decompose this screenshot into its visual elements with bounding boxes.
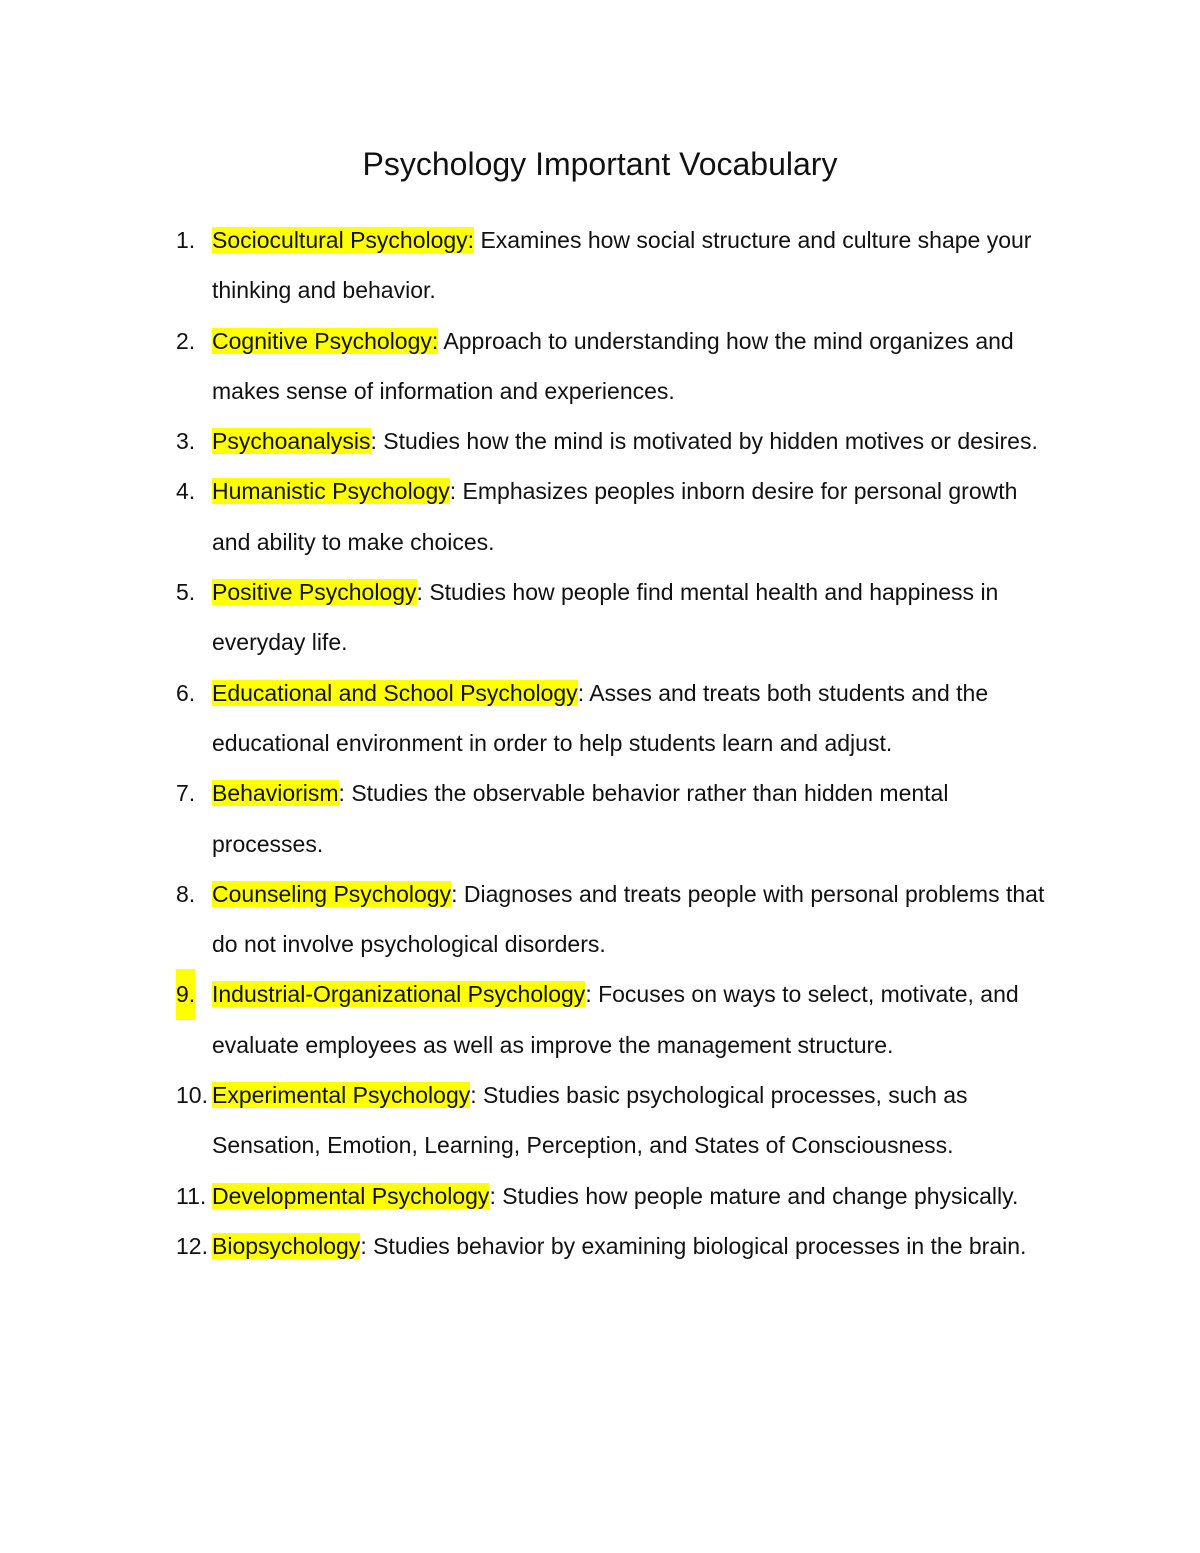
item-definition: : Studies basic psychological processes, such as Sensation, Emotion, Learning, Perception, and States of Consciousness. (212, 1082, 968, 1159)
list-item (0, 1221, 1200, 1271)
item-term: Industrial-Organizational Psychology (212, 981, 586, 1008)
item-term: Developmental Psychology (212, 1182, 490, 1209)
list-item (0, 466, 1200, 567)
item-term: Positive Psychology (212, 579, 417, 606)
list-item (0, 668, 1200, 769)
item-definition: Examines how social structure and culture shape your thinking and behavior. (212, 227, 1032, 304)
list-item (0, 969, 1200, 1070)
item-number: 4. (176, 478, 196, 505)
item-term: Educational and School Psychology (212, 679, 578, 706)
item-number: 9. (176, 969, 195, 1019)
item-definition: : Focuses on ways to select, motivate, and evaluate employees as well as improve the management structure. (212, 981, 1019, 1058)
item-number: 7. (176, 780, 196, 807)
item-term: Cognitive Psychology: (212, 327, 439, 354)
item-number: 11. (176, 1182, 207, 1209)
item-number: 1. (176, 227, 196, 253)
item-term: Biopsychology (212, 1232, 361, 1259)
item-number: 5. (176, 579, 196, 606)
item-number: 2. (176, 327, 196, 354)
item-term: Behaviorism (212, 780, 339, 807)
list-item (0, 1070, 1200, 1171)
item-term: Psychoanalysis (212, 428, 371, 455)
item-number: 10. (176, 1082, 208, 1109)
list-item (0, 567, 1200, 668)
item-term: Humanistic Psychology (212, 478, 450, 505)
list-item (0, 316, 1200, 417)
item-term: Sociocultural Psychology: (212, 227, 475, 253)
list-item (0, 215, 1200, 316)
item-definition: : Studies how the mind is motivated by hidden motives or desires. (370, 428, 1038, 455)
item-definition: : Studies how people find mental health and happiness in everyday life. (212, 579, 999, 656)
item-number: 3. (176, 428, 196, 455)
item-definition: : Emphasizes peoples inborn desire for personal growth and ability to make choices. (212, 478, 1018, 555)
item-number: 12. (176, 1232, 208, 1259)
item-term: Counseling Psychology (212, 880, 452, 907)
item-definition: Approach to understanding how the mind organizes and makes sense of information and experiences. (212, 327, 1014, 404)
item-definition: : Studies behavior by examining biological processes in the brain. (360, 1232, 1027, 1259)
item-definition: : Diagnoses and treats people with personal problems that do not involve psychological disorders. (212, 880, 1045, 958)
item-number: 6. (176, 679, 196, 706)
list-item (0, 416, 1200, 466)
list-item (0, 1171, 1200, 1221)
list-item (0, 869, 1200, 970)
item-definition: : Studies how people mature and change physically. (489, 1182, 1019, 1209)
item-number: 8. (176, 880, 196, 907)
list-item (0, 768, 1200, 869)
document-title: Psychology Important Vocabulary (362, 146, 838, 182)
vocabulary-list (0, 215, 1200, 1271)
item-definition: : Studies the observable behavior rather than hidden mental processes. (212, 780, 949, 857)
item-term: Experimental Psychology (212, 1082, 471, 1109)
item-definition: : Asses and treats both students and the educational environment in order to help students learn and adjust. (212, 679, 989, 756)
